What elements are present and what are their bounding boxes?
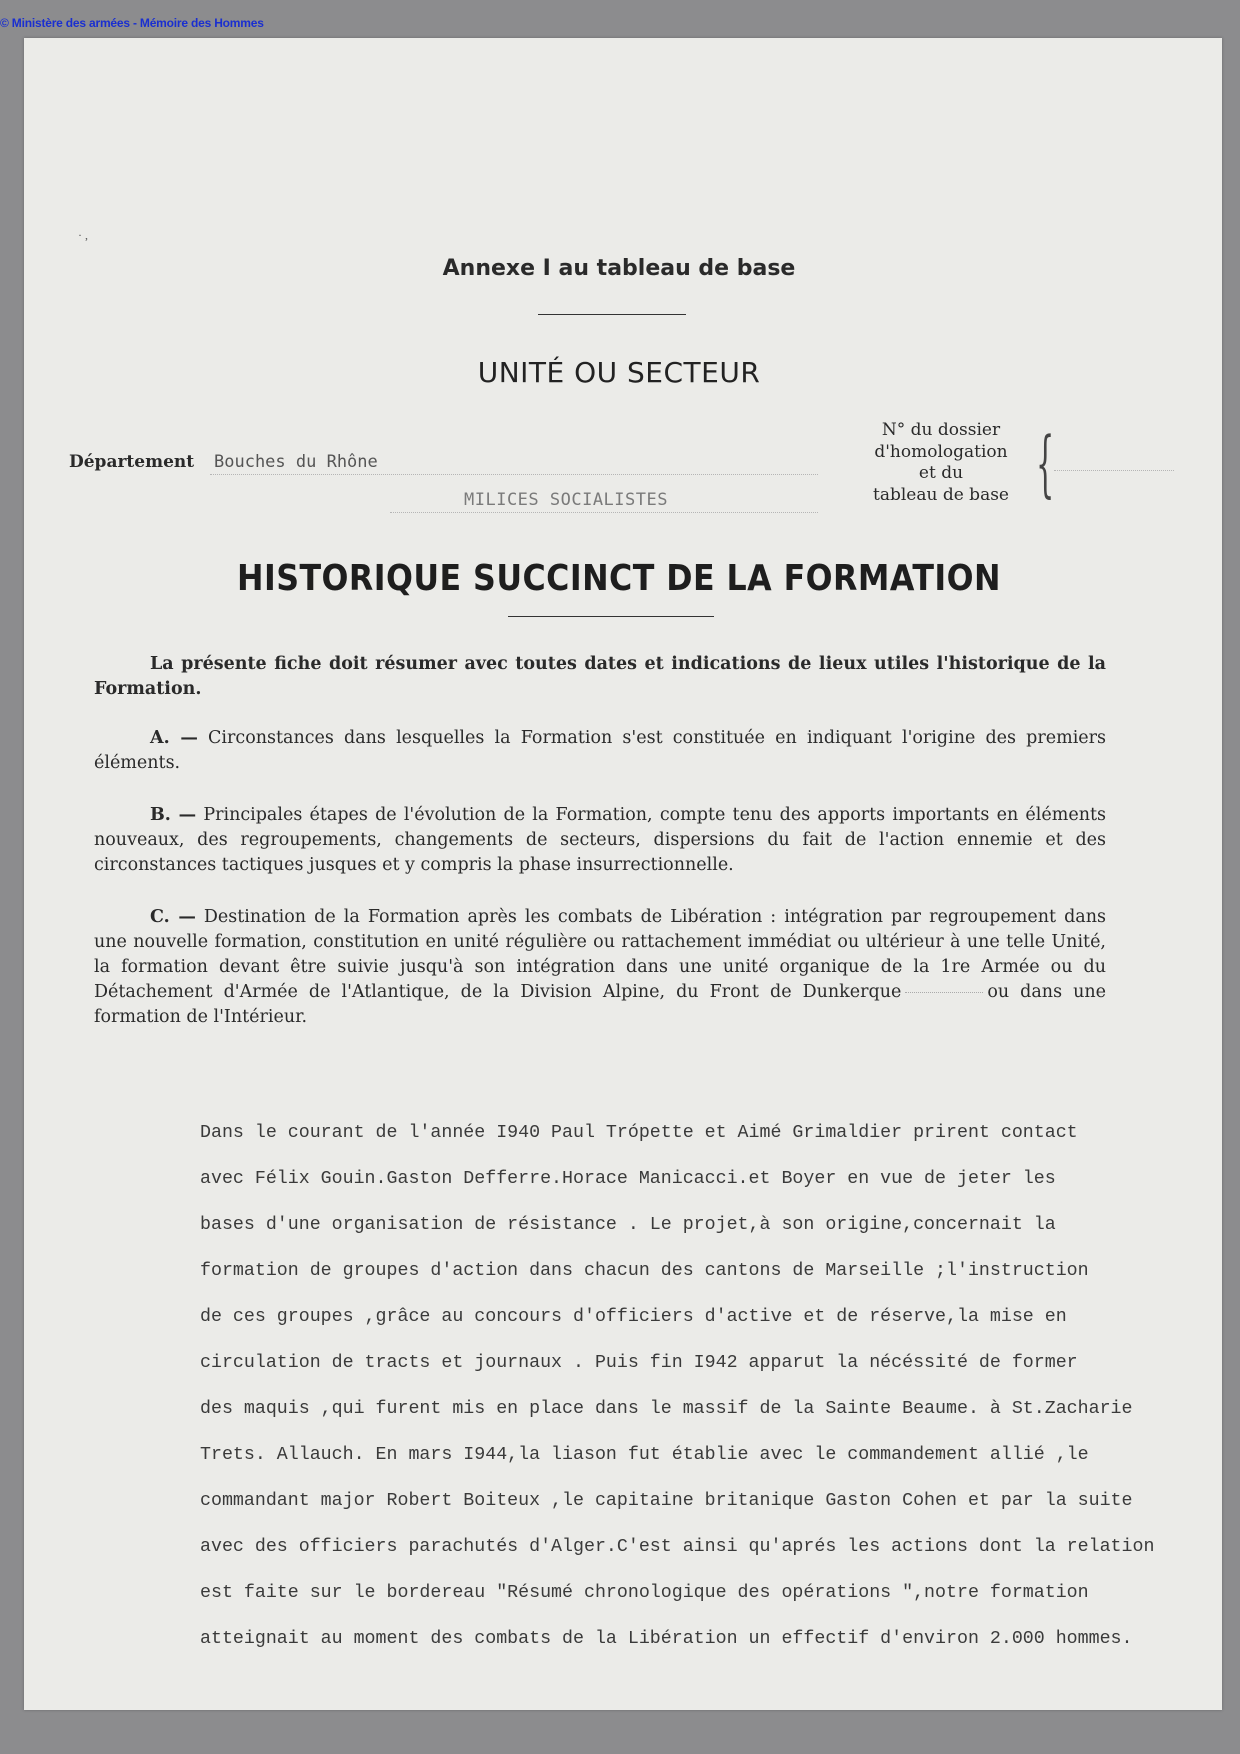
typed-line: est faite sur le bordereau "Résumé chronologique des opérations ",notre formation xyxy=(200,1583,1089,1603)
instruction-b-lead: B. — xyxy=(150,805,197,825)
typed-line: bases d'une organisation de résistance . Le projet,à son origine,concernait la xyxy=(200,1215,1056,1235)
blank-field xyxy=(905,992,983,993)
department-dotline xyxy=(210,474,818,475)
formation-dotline xyxy=(390,512,818,513)
title-underline xyxy=(538,314,686,315)
dossier-dotline xyxy=(1054,470,1174,471)
instruction-c-tail: ou dans une formation de l'Intérieur. xyxy=(94,982,1106,1027)
unit-title: UNITÉ OU SECTEUR xyxy=(477,356,761,389)
dossier-line: et du xyxy=(918,463,964,483)
instruction-c-lead: C. — xyxy=(150,907,196,927)
typed-line: avec des officiers parachutés d'Alger.C'est ainsi qu'aprés les actions dont la relation xyxy=(200,1537,1155,1557)
instruction-c-text: Destination de la Formation après les combats de Libération : intégration par regroupement dans une nouvelle formation, constitution en unité régulière ou rattachement immédiat ou ultérieur à une telle Unité, la formation devant être suivie jusqu'à son intégration dans une unité organique de la 1re Armée ou du Détachement d'Armée de l'Atlantique, de la Division Alpine, du Front de Dunkerque xyxy=(94,907,1106,1002)
typed-line: formation de groupes d'action dans chacun des cantons de Marseille ;l'instruction xyxy=(200,1261,1089,1281)
typed-line: circulation de tracts et journaux . Puis fin I942 apparut la nécéssité de former xyxy=(200,1353,1078,1373)
typed-line: avec Félix Gouin.Gaston Defferre.Horace Manicacci.et Boyer en vue de jeter les xyxy=(200,1169,1056,1189)
main-title: HISTORIQUE SUCCINCT DE LA FORMATION xyxy=(237,558,1001,599)
instruction-a-text: Circonstances dans lesquelles la Formation s'est constituée en indiquant l'origine des premiers éléments. xyxy=(94,728,1107,773)
typed-line: commandant major Robert Boiteux ,le capitaine britanique Gaston Cohen et par la suite xyxy=(200,1491,1133,1511)
department-label: Département xyxy=(69,452,195,472)
instruction-a-lead: A. — xyxy=(150,728,198,748)
typed-history-text xyxy=(200,1110,1200,1662)
typed-line: atteignait au moment des combats de la Libération un effectif d'environ 2.000 hommes. xyxy=(200,1629,1133,1649)
typed-line: Trets. Allauch. En mars I944,la liason fut établie avec le commandement allié ,le xyxy=(200,1445,1089,1465)
dossier-line: N° du dossier xyxy=(881,420,1001,440)
dossier-line: d'homologation xyxy=(874,441,1008,462)
instruction-b-text: Principales étapes de l'évolution de la Formation, compte tenu des apports importants en éléments nouveaux, des regroupements, changements de secteurs, dispersions du fait de l'action ennemie et des circonstances tactiques jusques et y compris la phase insurrectionnelle. xyxy=(94,805,1106,875)
instruction-a xyxy=(94,726,1106,776)
typed-line: de ces groupes ,grâce au concours d'officiers d'active et de réserve,la mise en xyxy=(200,1307,1067,1327)
typed-line: Dans le courant de l'année I940 Paul Trópette et Aimé Grimaldier prirent contact xyxy=(200,1123,1078,1143)
annex-title: Annexe I au tableau de base xyxy=(442,256,796,281)
instructions-intro: La présente fiche doit résumer avec toutes dates et indications de lieux utiles l'historique de la Formation. xyxy=(94,654,1106,699)
margin-mark: · , xyxy=(78,228,88,242)
instruction-c xyxy=(94,905,1106,1030)
document-page xyxy=(24,38,1222,1710)
dossier-number-label xyxy=(836,420,1046,506)
formation-name: MILICES SOCIALISTES xyxy=(464,490,668,510)
department-value: Bouches du Rhône xyxy=(214,452,378,472)
dossier-line: tableau de base xyxy=(873,484,1009,505)
main-title-underline xyxy=(508,616,714,617)
brace-mark: { xyxy=(1036,421,1055,505)
copyright-notice: © Ministère des armées - Mémoire des Hommes xyxy=(0,16,264,30)
typed-line: des maquis ,qui furent mis en place dans le massif de la Sainte Beaume. à St.Zacharie xyxy=(200,1399,1133,1419)
instruction-b xyxy=(94,803,1106,878)
